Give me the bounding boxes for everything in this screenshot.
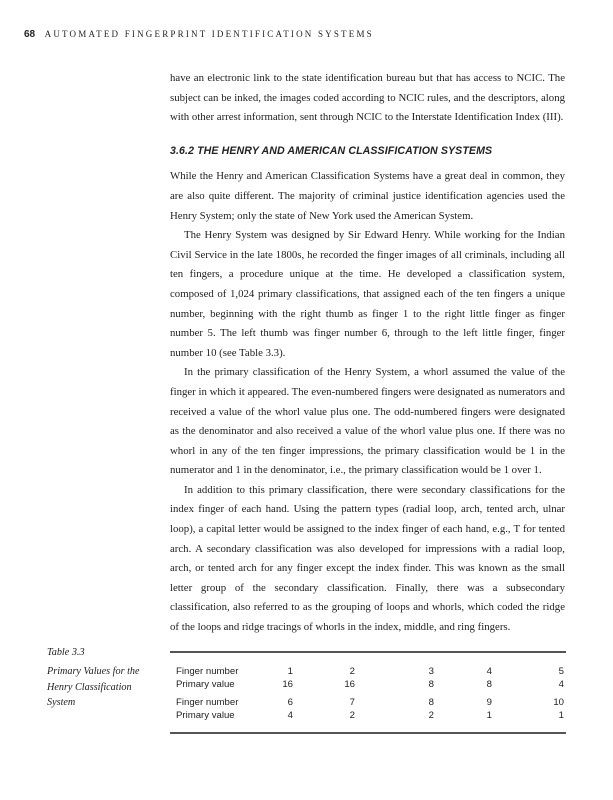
page-number: 68 [24,29,36,40]
primary-values-table [170,651,566,734]
table-cell: 2 [349,666,355,677]
intro-paragraph: have an electronic link to the state identification bureau but that has access to NCIC. The subject can be inked, the images coded according to NCIC rules, and the descriptors, along with other arrest information, sent through NCIC to the Interstate Identification Index (III). [170,72,565,124]
body-paragraph-3: In the primary classification of the Henry System, a whorl assumed the value of the finger in which it appeared. The even-numbered fingers were designated as numerators and received a value of the whorl value plus one. The odd-numbered fingers were designated as the denominator and also received a value of the whorl value plus one. If there was no whorl in any of the ten finger impressions, the primary classification would be 1 in the numerator and 1 in the denominator, i.e., the primary classification would be 1 over 1. [170,366,565,477]
body-paragraph-1: While the Henry and American Classification Systems have a great deal in common, they are also quite different. The majority of criminal justice identification agencies used the Henry System; only the state of New York used the American System. [170,170,565,222]
table-cell: 8 [428,679,434,690]
table-cell: 10 [553,697,564,708]
table-label: Table 3.3 [47,647,85,658]
table-cell: 8 [486,679,492,690]
table-cell: 3 [428,666,434,677]
row-label: Finger number [176,697,239,708]
table-caption [47,645,157,711]
table-row [170,678,566,691]
table-cell: 16 [282,679,293,690]
table-caption-text: Primary Values for the Henry Classification System [47,666,140,709]
table-cell: 16 [344,679,355,690]
table-cell: 2 [428,710,434,721]
table-cell: 7 [349,697,355,708]
body-paragraph-2: The Henry System was designed by Sir Edward Henry. While working for the Indian Civil Service in the late 1800s, he recorded the finger images of all criminals, including all ten fingers, a procedure unique at the time. He developed a classification system, composed of 1,024 primary classifications, that assigned each of the ten fingers a unique number, beginning with the right thumb as finger 1 to the right little finger as finger number 5. The left thumb was finger number 6, through to the left little finger, finger number 10 (see Table 3.3). [170,229,565,359]
table-cell: 1 [486,710,492,721]
table-cell: 4 [486,666,492,677]
table-cell: 9 [486,697,492,708]
table-cell: 2 [349,710,355,721]
table-cell: 8 [428,697,434,708]
table-row [170,696,566,709]
table-cell: 4 [287,710,293,721]
table-cell: 5 [558,666,564,677]
table-row [170,709,566,722]
running-head [24,29,374,40]
body-paragraph-4: In addition to this primary classification, there were secondary classifications for the index finger of each hand. Using the pattern types (radial loop, arch, tented arch, ulnar loop), a capital letter would be assigned to the index finger of each hand, e.g., T for tented arch. A secondary classification was also developed for impressions with a radial loop, arch, or tented arch for any finger except the index finder. This was known as the small letter group of the secondary classification. Finally, there was a subsecondary classification, also referred to as the grouping of loops and whorls, which coded the ridge of the loops and ridge tracings of whorls in the index, middle, and ring fingers. [170,483,565,634]
row-label: Primary value [176,679,235,690]
running-head-title: AUTOMATED FINGERPRINT IDENTIFICATION SYSTEMS [44,29,374,39]
body-text-column [170,69,565,638]
section-heading: 3.6.2 THE HENRY AND AMERICAN CLASSIFICATION SYSTEMS [170,144,493,157]
table-cell: 4 [558,679,564,690]
row-label: Primary value [176,710,235,721]
row-label: Finger number [176,666,239,677]
table-row [170,665,566,678]
table-cell: 1 [558,710,564,721]
table-cell: 6 [287,697,293,708]
table-cell: 1 [287,666,293,677]
